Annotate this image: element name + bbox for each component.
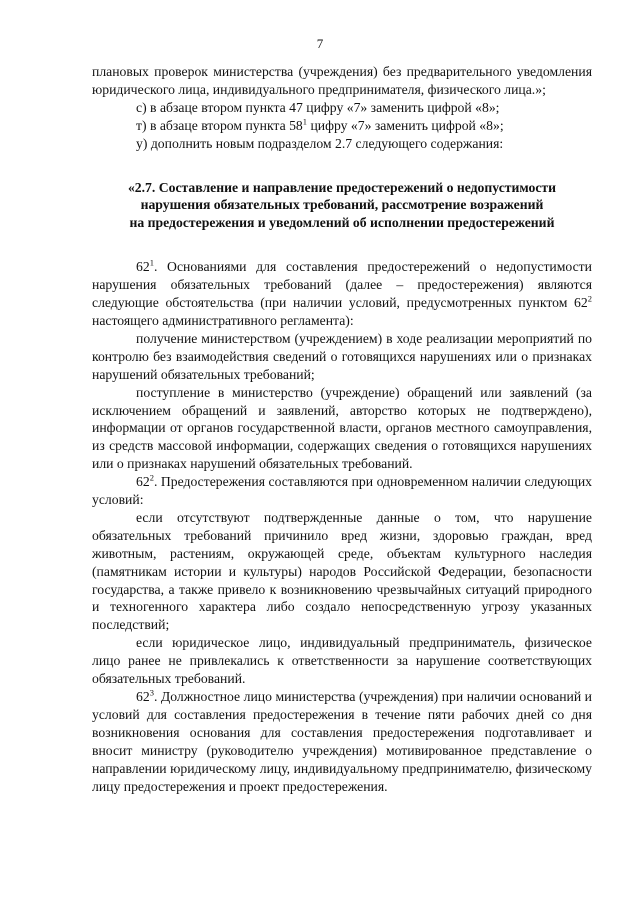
paragraph-62-3 <box>92 688 592 795</box>
item-t-superscript: 1 <box>302 116 308 127</box>
paragraph-condition-1: если отсутствуют подтвержденные данные о том, что нарушение обязательных требований причинило вред жизни, здоровью граждан, вред животным, растениям, окружающей среде, объектам культурного наследия (памятникам истории и культуры) народов Российской Федерации, безопасности государства, а также привело к возникновению чрезвычайных ситуаций природного и техногенного характера либо создало непосредственную угрозу указанных последствий; <box>92 509 592 633</box>
document-body <box>92 63 592 795</box>
paragraph-item-s: с) в абзаце втором пункта 47 цифру «7» заменить цифрой «8»; <box>136 99 500 115</box>
p623-superscript: 3 <box>149 687 154 698</box>
p621-text-a: . Основаниями для составления предостережений о недопустимости нарушения обязательных требований (далее – предостережения) являются следующие обстоятельства (при наличии условий, предусмотренных пунктом 62 <box>92 259 592 311</box>
heading-line-2: нарушения обязательных требований, рассмотрение возражений <box>140 197 544 213</box>
paragraph-item-u: у) дополнить новым подразделом 2.7 следующего содержания: <box>136 135 504 151</box>
p622-number: 62 <box>136 474 150 490</box>
paragraph-condition-2: если юридическое лицо, индивидуальный предприниматель, физическое лицо ранее не привлекались к ответственности за нарушение соответствующих обязательных требований. <box>92 635 592 687</box>
p622-text: . Предостережения составляются при одновременном наличии следующих условий: <box>92 474 592 508</box>
p623-text: . Должностное лицо министерства (учреждения) при наличии оснований и условий для составления предостережения в течение пяти рабочих дней со дня возникновения основания для составления предостережения подготавливает и вносит министру (руководителю учреждения) мотивированное представление о направлении юридическому лицу, индивидуальному предпринимателю, физическому лицу предостережения и проект предостережения. <box>92 689 592 794</box>
paragraph-basis-1: получение министерством (учреждением) в ходе реализации мероприятий по контролю без взаимодействия сведений о готовящихся нарушениях или о признаках нарушений обязательных требований; <box>92 330 592 382</box>
item-t-text-after: цифру «7» заменить цифрой «8»; <box>307 117 504 133</box>
p622-superscript: 2 <box>149 472 154 483</box>
paragraph-continuation: плановых проверок министерства (учреждения) без предварительного уведомления юридического лица, индивидуального предпринимателя, физического лица.»; <box>92 64 592 97</box>
paragraph-basis-2: поступление в министерство (учреждение) обращений или заявлений (за исключением обращений и заявлений, авторство которых не подтверждено), информации от органов государственной власти, органов местного самоуправления, из средств массовой информации, содержащих сведения о готовящихся нарушениях или о признаках нарушений обязательных требований. <box>92 384 592 472</box>
paragraph-62-1 <box>92 258 592 330</box>
p621-number: 62 <box>136 259 150 275</box>
heading-line-3: на предостережения и уведомлений об исполнении предостережений <box>129 215 555 231</box>
p621-text-b: настоящего административного регламента): <box>92 312 354 328</box>
item-t-text-before: т) в абзаце втором пункта 58 <box>136 117 303 133</box>
heading-line-1: «2.7. Составление и направление предостережений о недопустимости <box>127 179 557 195</box>
p621-superscript: 1 <box>149 257 154 268</box>
p621-superscript-ref: 2 <box>587 293 592 304</box>
p623-number: 62 <box>136 689 150 704</box>
paragraph-item-t <box>92 117 592 135</box>
paragraph-62-2 <box>92 473 592 509</box>
section-heading <box>92 179 592 233</box>
page-number: 7 <box>316 36 324 51</box>
